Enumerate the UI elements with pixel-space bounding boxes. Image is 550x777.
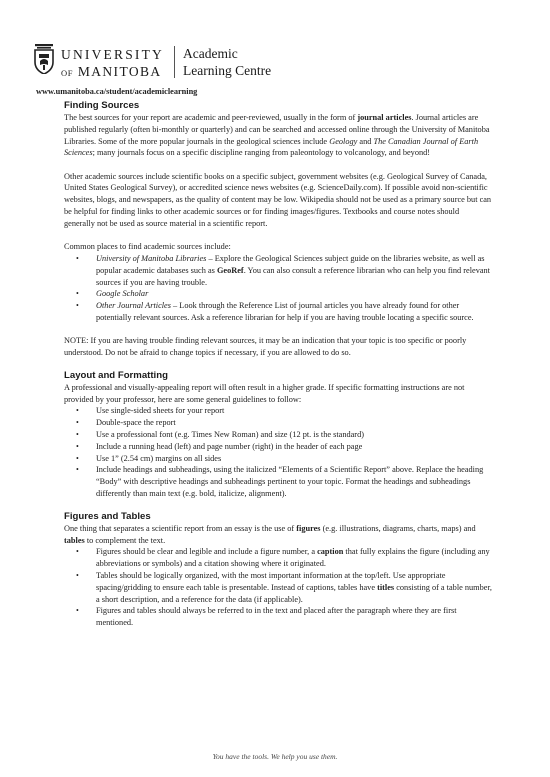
section-figures-tables — [64, 511, 492, 629]
list-item: • Include a running head (left) and page number (right) in the header of each page — [96, 441, 492, 453]
text-run: Tables should be logically organized, with the most important information at the top/left. Use appropriate spacing/gridding to ensure each table is presentable. Instead of captions, tables have — [96, 571, 446, 592]
centre-name-line1: Academic — [183, 46, 238, 61]
journal-title-geology: Geology — [329, 136, 358, 146]
heading-finding-sources: Finding Sources — [64, 100, 140, 111]
heading-figures-tables: Figures and Tables — [64, 510, 151, 522]
list-item: • Use 1” (2.54 cm) margins on all sides — [96, 453, 492, 465]
emphasis-titles: titles — [377, 582, 395, 592]
list-item: • Figures and tables should always be referred to in the text and placed after the paragraph where they are first mentioned. — [96, 605, 492, 629]
list-item: • Include headings and subheadings, using the italicized “Elements of a Scientific Report” above. Replace the heading “Body” with descriptive headings and subheadings pertinent to your topic. Format the headings and subheadings differently than main text (e.g. bold, italicize, alignment). — [96, 464, 492, 499]
section-finding-sources — [64, 100, 492, 358]
page-footer: You have the tools. We help you use them. — [212, 752, 338, 761]
list-item — [96, 570, 492, 605]
heading-layout-formatting: Layout and Formatting — [64, 369, 168, 381]
page-header — [34, 44, 294, 84]
university-name-line2 — [61, 64, 162, 80]
source-name: Google Scholar — [96, 289, 149, 299]
university-name-line1: UNIVERSITY — [61, 47, 164, 62]
emphasis-tables: tables — [64, 535, 85, 545]
text-run: The best sources for your report are academic and peer-reviewed, usually in the form of — [64, 113, 358, 122]
section-layout-formatting — [64, 370, 492, 500]
list-item — [96, 288, 492, 300]
finding-sources-paragraph-1 — [64, 112, 492, 159]
university-name-of: OF — [61, 68, 74, 78]
university-crest-icon — [34, 44, 54, 74]
emphasis-caption: caption — [317, 547, 344, 557]
text-run: consisting of a table number, a short description, and a reference for the data (if applicable). — [96, 582, 492, 604]
database-name-georef: GeoRef — [216, 265, 244, 275]
text-run: One thing that separates a scientific report from an essay is the use of — [64, 523, 297, 533]
list-item — [96, 253, 492, 288]
list-item — [96, 546, 492, 570]
university-name-manitoba: MANITOBA — [77, 64, 162, 79]
source-name: Other Journal Articles — [96, 301, 171, 311]
emphasis-figures: figures — [296, 523, 321, 533]
source-name: University of Manitoba Libraries — [96, 253, 207, 263]
text-run: and — [357, 136, 374, 146]
formatting-list — [64, 405, 492, 499]
note-paragraph: NOTE: If you are having trouble finding relevant sources, it may be an indication that your topic is too specific or poorly understood. Do not be afraid to change topics if necessary, if you are allowed to do so. — [64, 335, 467, 357]
list-item — [96, 300, 492, 324]
journal-title-cjes: The Canadian Journal of Earth Sciences — [64, 136, 479, 158]
layout-intro-paragraph: A professional and visually-appealing report will often result in a higher grade. If specific formatting instructions are not provided by your professor, here are some general guidelines to follow: — [64, 382, 465, 404]
list-item: • Use single-sided sheets for your report — [96, 405, 492, 417]
centre-name-line2: Learning Centre — [183, 63, 272, 78]
text-run: to complement the text. — [84, 535, 166, 545]
text-run: . Journal articles are published regularly (often bi-monthly or quarterly) and can be searched and accessed online through the University of Manitoba Libraries. Some of the more popular journals in the geological sciences include — [64, 113, 490, 146]
text-run: Figures should be clear and legible and include a figure number, a — [96, 547, 318, 557]
list-item: • Double-space the report — [96, 417, 492, 429]
text-run: ; many journals focus on a specific discipline ranging from paleontology to volcanology, and beyond! — [92, 148, 431, 158]
main-content — [64, 97, 492, 640]
figures-list — [64, 546, 492, 629]
emphasis-journal-articles: journal articles — [357, 113, 412, 122]
text-run: that fully explains the figure (including any abbreviations or symbols) and a citation showing where it originated. — [96, 547, 490, 569]
header-divider — [174, 46, 175, 78]
finding-sources-paragraph-3: Common places to find academic sources include: — [64, 242, 231, 252]
finding-sources-paragraph-2: Other academic sources include scientific books on a specific subject, government websites (e.g. Geological Survey of Canada, United States Geological Survey), or accredited science news websites (e.g. ScienceDaily.com). If possible avoid non-scientific websites, blogs, and newspapers, as the quality of content may be low. Wikipedia should not be used as a primary source but can be helpful for finding links to other academic sources or for finding images/figures. Textbooks and course notes should generally not be used as source material in a scientific report. — [64, 171, 492, 228]
text-run: . You can also consult a reference librarian who can help you find relevant sources if you are having trouble. — [96, 265, 490, 287]
figures-intro-paragraph — [64, 523, 492, 547]
list-item: • Use a professional font (e.g. Times New Roman) and size (12 pt. is the standard) — [96, 429, 492, 441]
text-run: (e.g. illustrations, diagrams, charts, maps) and — [320, 523, 476, 533]
sources-list — [64, 253, 492, 324]
website-url: www.umanitoba.ca/student/academiclearning — [36, 87, 198, 96]
text-run: – Look through the Reference List of journal articles you have already found for other potentially relevant sources. Ask a reference librarian for help if you are having trouble locating a specific source. — [96, 301, 474, 322]
text-run: – Explore the Geological Sciences subject guide on the libraries website, as well as popular academic databases such as — [96, 253, 485, 275]
